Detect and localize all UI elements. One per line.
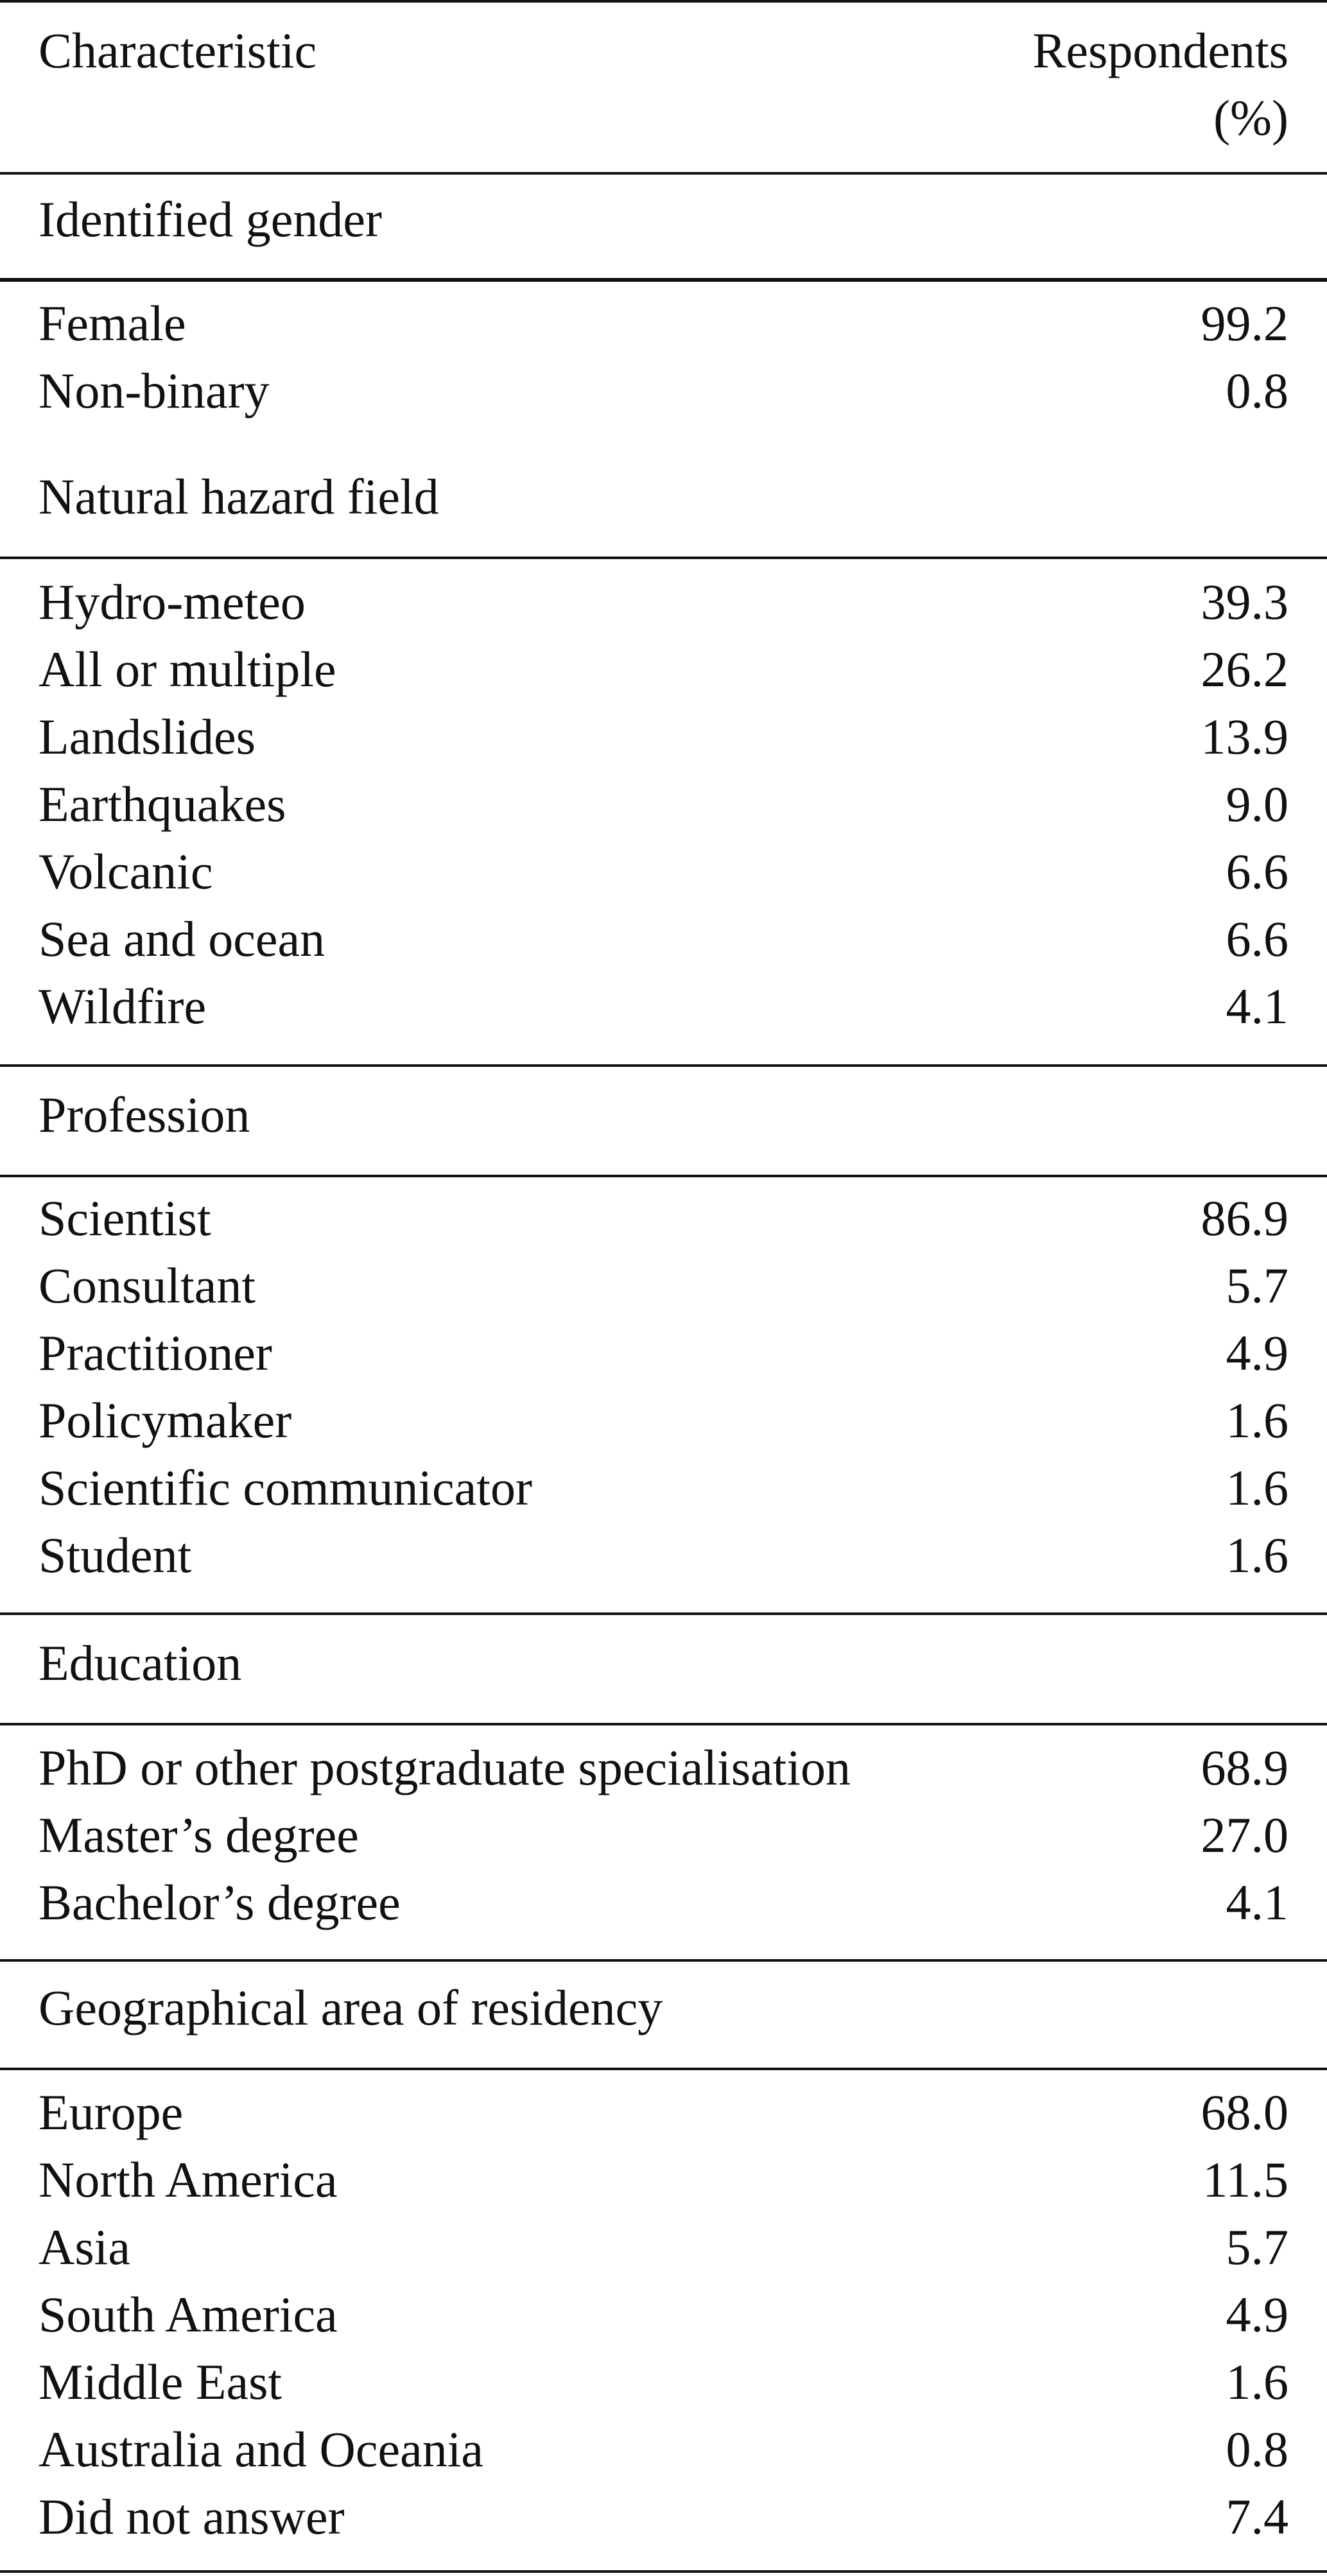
table-row — [39, 771, 1288, 838]
table-row — [39, 1455, 1288, 1521]
row-label: PhD or other postgraduate specialisation — [39, 1740, 851, 1795]
row-value: 4.1 — [1226, 1874, 1288, 1930]
row-value: 1.6 — [1226, 1392, 1288, 1448]
column-header-characteristic: Characteristic — [39, 22, 317, 78]
row-value: 1.6 — [1226, 1527, 1288, 1583]
table-row — [39, 2214, 1288, 2281]
row-value: 7.4 — [1226, 2489, 1288, 2545]
row-label: Non-binary — [39, 363, 270, 419]
row-label: Consultant — [39, 1258, 256, 1313]
row-value: 99.2 — [1201, 295, 1288, 351]
row-label: Policymaker — [39, 1392, 292, 1448]
table-row — [39, 2416, 1288, 2483]
row-label: Landslides — [39, 709, 256, 765]
row-value: 0.8 — [1226, 363, 1288, 419]
row-value: 86.9 — [1201, 1190, 1288, 1246]
table-row — [39, 569, 1288, 635]
row-value: 0.8 — [1226, 2421, 1288, 2477]
row-label: Asia — [39, 2219, 130, 2275]
row-value: 39.3 — [1201, 574, 1288, 630]
row-value: 6.6 — [1226, 843, 1288, 899]
row-value: 11.5 — [1202, 2152, 1288, 2208]
row-label: Bachelor’s degree — [39, 1874, 401, 1930]
table-row — [39, 1734, 1288, 1801]
table-row — [39, 1802, 1288, 1869]
row-label: Scientist — [39, 1190, 211, 1246]
section-title-label: Education — [39, 1635, 242, 1691]
table-row — [39, 838, 1288, 905]
section-divider — [0, 172, 1327, 175]
column-header-respondents-unit: (%) — [1213, 90, 1288, 146]
row-value: 5.7 — [1226, 1258, 1288, 1313]
section-title — [39, 1975, 1288, 2041]
table-row — [39, 1320, 1288, 1387]
table-row — [39, 636, 1288, 703]
row-value: 6.6 — [1226, 911, 1288, 967]
row-value: 1.6 — [1226, 2354, 1288, 2410]
table-row — [39, 906, 1288, 972]
row-label: Australia and Oceania — [39, 2421, 484, 2477]
section-title — [39, 463, 1288, 530]
row-label: North America — [39, 2152, 338, 2208]
row-label: Europe — [39, 2084, 184, 2140]
row-value: 1.6 — [1226, 1460, 1288, 1516]
section-title — [39, 1082, 1288, 1148]
table-row — [39, 2484, 1288, 2550]
row-value: 13.9 — [1201, 709, 1288, 765]
table-row — [39, 1869, 1288, 1936]
section-divider — [0, 1064, 1327, 1067]
row-label: Did not answer — [39, 2489, 345, 2545]
section-divider — [0, 1959, 1327, 1962]
section-divider — [0, 278, 1327, 281]
table-row — [39, 704, 1288, 770]
section-divider — [0, 1612, 1327, 1615]
row-label: Master’s degree — [39, 1807, 359, 1863]
bottom-rule — [0, 2570, 1327, 2573]
section-title-label: Natural hazard field — [39, 469, 439, 524]
row-value: 5.7 — [1226, 2219, 1288, 2275]
section-title-label: Profession — [39, 1087, 250, 1143]
row-value: 26.2 — [1201, 641, 1288, 697]
table-row — [39, 1252, 1288, 1319]
row-label: Volcanic — [39, 843, 213, 899]
table-row — [39, 2147, 1288, 2213]
table-row — [39, 2349, 1288, 2416]
section-title-rule — [0, 2068, 1327, 2070]
section-title-rule — [0, 1175, 1327, 1177]
row-label: Wildfire — [39, 978, 207, 1034]
row-value: 4.9 — [1226, 2286, 1288, 2342]
table-row — [39, 1185, 1288, 1252]
section-title-label: Geographical area of residency — [39, 1980, 663, 2036]
table-row — [39, 2281, 1288, 2348]
table-row — [39, 1522, 1288, 1589]
table-row — [39, 973, 1288, 1040]
section-title — [39, 1630, 1288, 1697]
row-value: 27.0 — [1201, 1807, 1288, 1863]
row-label: Student — [39, 1527, 192, 1583]
row-label: South America — [39, 2286, 338, 2342]
column-header-respondents: Respondents — [1032, 22, 1288, 78]
row-value: 4.9 — [1226, 1325, 1288, 1381]
table-row — [39, 290, 1288, 357]
row-value: 9.0 — [1226, 776, 1288, 832]
table-row — [39, 2079, 1288, 2146]
row-label: Middle East — [39, 2354, 282, 2410]
row-label: Practitioner — [39, 1325, 272, 1381]
row-label: Hydro-meteo — [39, 574, 306, 630]
table-row — [39, 358, 1288, 424]
section-title-rule — [0, 557, 1327, 559]
row-label: Female — [39, 295, 186, 351]
row-value: 68.0 — [1201, 2084, 1288, 2140]
section-title-rule — [0, 1723, 1327, 1725]
row-label: Scientific communicator — [39, 1460, 532, 1516]
table-row — [39, 1387, 1288, 1454]
top-rule — [0, 0, 1327, 3]
row-label: All or multiple — [39, 641, 336, 697]
section-title — [39, 186, 1288, 253]
row-value: 4.1 — [1226, 978, 1288, 1034]
section-title-label: Identified gender — [39, 191, 382, 247]
row-label: Sea and ocean — [39, 911, 325, 967]
row-value: 68.9 — [1201, 1740, 1288, 1795]
row-label: Earthquakes — [39, 776, 286, 832]
